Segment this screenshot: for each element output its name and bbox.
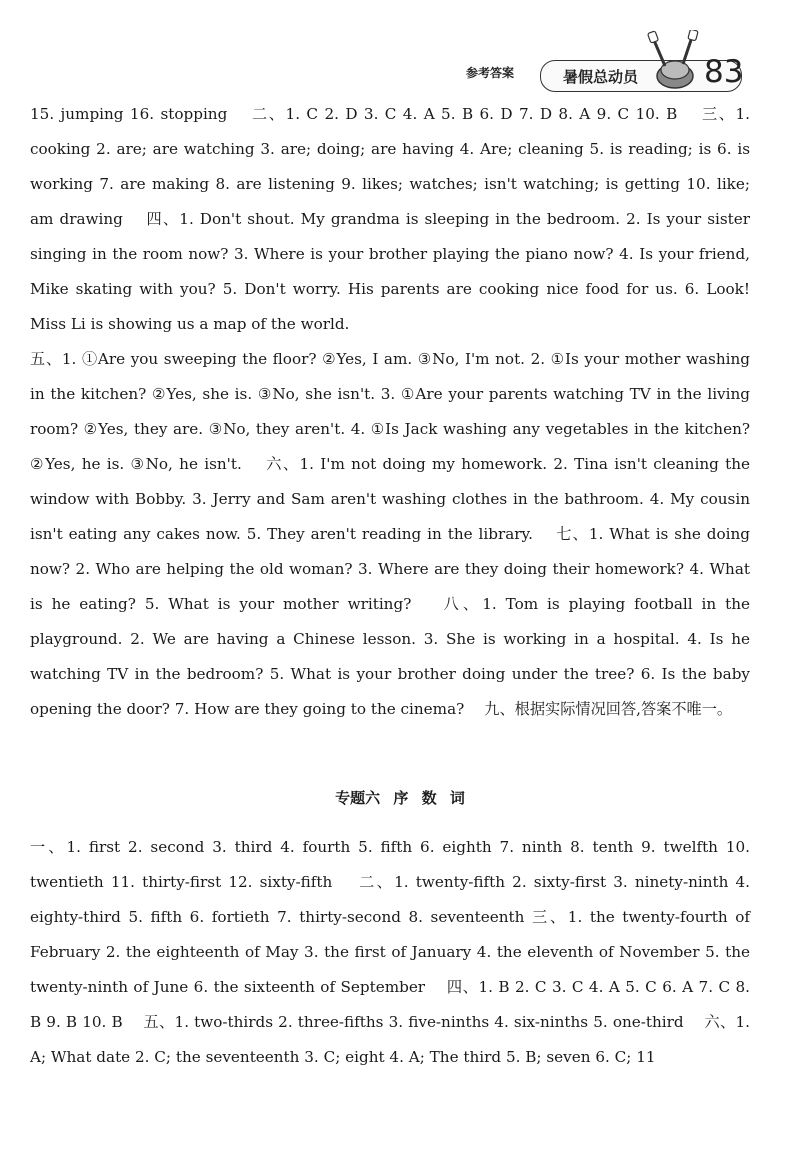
page-number: 83 (704, 54, 744, 90)
answer-block (30, 97, 750, 727)
mascot-icon (645, 30, 705, 92)
section-title: 专题六 序 数 词 (335, 789, 465, 807)
answers-part-1: 15. jumping 16. stopping 二、1. C 2. D 3. C 4. A 5. B 6. D 7. D 8. A 9. C 10. B 三、1. cooking 2. are; are watching 3. are; doing; are having 4. Are; cleaning 5. is reading; is 6. is working 7. are making 8. are listening 9. likes; watches; isn't watching; is getting 10. like; am drawing 四、1. Don't shout. My grandma is sleeping in the bedroom. 2. Is your sister singing in the room now? 3. Where is your brother playing the piano now? 4. Is your friend, Mike skating with you? 5. Don't worry. His parents are cooking nice food for us. 6. Look! Miss Li is showing us a map of the world. (30, 105, 750, 333)
header-badge-text: 暑假总动员 (563, 68, 639, 86)
answers-part-3: 一、1. first 2. second 3. third 4. fourth 5. fifth 6. eighth 7. ninth 8. tenth 9. twelfth 10. twentieth 11. thirty-first 12. sixty-fifth 二、1. twenty-fifth 2. sixty-first 3. ninety-ninth 4. eighty-third 5. fifth 6. fortieth 7. thirty-second 8. seventeenth 三、1. the twenty-fourth of February 2. the eighteenth of May 3. the first of January 4. the eleventh of November 5. the twenty-ninth of June 6. the sixteenth of September 四、1. B 2. C 3. C 4. A 5. C 6. A 7. C 8. B 9. B 10. B 五、1. two-thirds 2. three-fifths 3. five-ninths 4. six-ninths 5. one-third 六、1. A; What date 2. C; the seventeenth 3. C; eight 4. A; The third 5. B; seven 6. C; 11 (30, 838, 750, 1066)
answer-block-ordinals (30, 830, 750, 1075)
header-label: 参考答案 (466, 66, 515, 80)
answers-part-2: 五、1. ①Are you sweeping the floor? ②Yes, I am. ③No, I'm not. 2. ①Is your mother washing in the kitchen? ②Yes, she is. ③No, she isn't. 3. ①Are your parents watching TV in the living room? ②Yes, they are. ③No, they aren't. 4. ①Is Jack washing any vegetables in the kitchen? ②Yes, he is. ③No, he isn't. 六、1. I'm not doing my homework. 2. Tina isn't cleaning the window with Bobby. 3. Jerry and Sam aren't washing clothes in the bathroom. 4. My cousin isn't eating any cakes now. 5. They aren't reading in the library. 七、1. What is she doing now? 2. Who are helping the old woman? 3. Where are they doing their homework? 4. What is he eating? 5. What is your mother writing? 八、1. Tom is playing football in the playground. 2. We are having a Chinese lesson. 3. She is working in a hospital. 4. Is he watching TV in the bedroom? 5. What is your brother doing under the tree? 6. Is the baby opening the door? 7. How are they going to the cinema? 九、根据实际情况回答,答案不唯一。 (30, 350, 750, 718)
page-header (0, 0, 800, 100)
